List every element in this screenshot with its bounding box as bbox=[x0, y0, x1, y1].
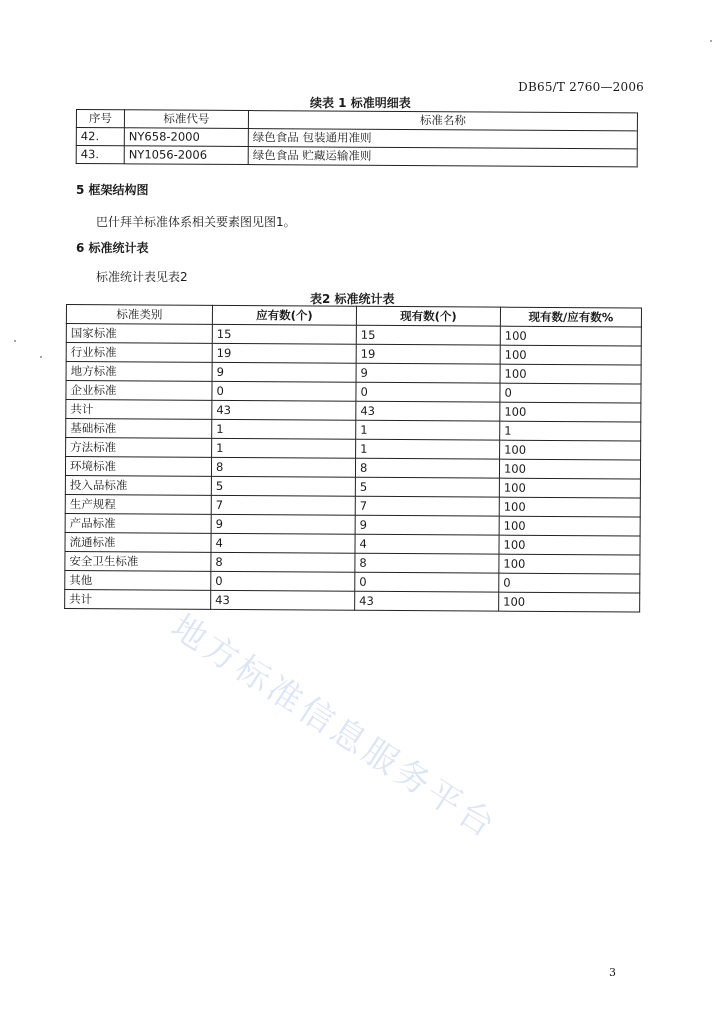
cell-ratio: 100 bbox=[499, 497, 640, 517]
section-6-heading: 6 标准统计表 bbox=[76, 241, 149, 255]
page-number: 3 bbox=[609, 966, 616, 979]
cell-ratio: 100 bbox=[500, 345, 641, 365]
cell-required: 9 bbox=[211, 514, 355, 534]
cell-required: 5 bbox=[211, 476, 355, 496]
cell-category: 地方标准 bbox=[66, 362, 212, 382]
cell-category: 国家标准 bbox=[66, 324, 212, 344]
cell-required: 4 bbox=[211, 533, 355, 553]
cell-ratio: 100 bbox=[499, 535, 640, 555]
cell-ratio: 100 bbox=[500, 326, 641, 346]
cell-required: 8 bbox=[211, 552, 355, 572]
cell-category: 投入品标准 bbox=[65, 475, 211, 495]
cell-required: 43 bbox=[212, 400, 356, 420]
cell-category: 共计 bbox=[65, 589, 211, 609]
cell-ratio: 100 bbox=[499, 516, 640, 536]
header-code: 标准代号 bbox=[124, 110, 248, 129]
section-5-text: 巴什拜羊标准体系相关要素图见图1。 bbox=[96, 215, 296, 229]
cell-required: 0 bbox=[211, 571, 355, 591]
cell-category: 环境标准 bbox=[65, 457, 211, 477]
cell-category: 行业标准 bbox=[66, 343, 212, 363]
cell-ratio: 100 bbox=[499, 459, 640, 479]
table-row bbox=[65, 589, 640, 612]
cell-code: NY658-2000 bbox=[124, 128, 248, 147]
header-required: 应有数(个) bbox=[212, 305, 356, 325]
cell-seq: 42. bbox=[76, 128, 124, 146]
cell-ratio: 1 bbox=[500, 421, 641, 441]
cell-category: 基础标准 bbox=[66, 419, 212, 439]
scan-speck bbox=[40, 356, 42, 358]
cell-existing: 9 bbox=[355, 515, 499, 535]
cell-category: 产品标准 bbox=[65, 513, 211, 533]
cell-required: 19 bbox=[212, 343, 356, 363]
header-ratio: 现有数/应有数% bbox=[500, 307, 641, 327]
cell-ratio: 100 bbox=[500, 402, 641, 422]
scan-speck bbox=[710, 40, 712, 42]
cell-required: 0 bbox=[212, 381, 356, 401]
cell-category: 共计 bbox=[66, 400, 212, 420]
table-row bbox=[76, 146, 637, 167]
cell-name: 绿色食品 贮藏运输准则 bbox=[248, 147, 637, 167]
cell-required: 1 bbox=[212, 438, 356, 458]
cell-category: 方法标准 bbox=[66, 438, 212, 458]
cell-ratio: 0 bbox=[500, 383, 641, 403]
cell-category: 流通标准 bbox=[65, 532, 211, 552]
cell-required: 8 bbox=[211, 457, 355, 477]
cell-existing: 1 bbox=[356, 420, 500, 440]
cell-existing: 8 bbox=[355, 458, 499, 478]
cell-existing: 7 bbox=[355, 496, 499, 516]
cell-existing: 15 bbox=[356, 325, 500, 345]
watermark: 地方标准信息服务平台 bbox=[163, 606, 505, 848]
cell-existing: 0 bbox=[356, 382, 500, 402]
cell-existing: 43 bbox=[355, 591, 499, 611]
cell-required: 9 bbox=[212, 362, 356, 382]
cell-seq: 43. bbox=[76, 146, 124, 164]
cell-existing: 0 bbox=[355, 572, 499, 592]
cell-code: NY1056-2006 bbox=[124, 146, 248, 165]
cell-existing: 43 bbox=[356, 401, 500, 421]
header-name: 标准名称 bbox=[248, 111, 637, 131]
cell-ratio: 100 bbox=[500, 440, 641, 460]
cell-category: 生产规程 bbox=[65, 494, 211, 514]
standards-statistics-table bbox=[64, 304, 642, 613]
cell-required: 1 bbox=[212, 419, 356, 439]
cell-required: 15 bbox=[212, 324, 356, 344]
cell-ratio: 100 bbox=[499, 592, 640, 612]
cell-existing: 5 bbox=[355, 477, 499, 497]
header-seq: 序号 bbox=[76, 110, 124, 128]
cell-existing: 9 bbox=[356, 363, 500, 383]
header-category: 标准类别 bbox=[66, 305, 212, 325]
section-5-heading: 5 框架结构图 bbox=[76, 183, 149, 197]
cell-name: 绿色食品 包装通用准则 bbox=[248, 129, 637, 149]
scan-speck bbox=[14, 340, 16, 342]
cell-ratio: 100 bbox=[499, 554, 640, 574]
table2-caption: 表2 标准统计表 bbox=[310, 292, 395, 306]
table2-body bbox=[65, 324, 642, 613]
cell-required: 7 bbox=[211, 495, 355, 515]
table1-caption: 续表 1 标准明细表 bbox=[310, 96, 411, 110]
cell-existing: 1 bbox=[356, 439, 500, 459]
header-existing: 现有数(个) bbox=[356, 306, 500, 326]
cell-ratio: 100 bbox=[499, 478, 640, 498]
cell-category: 企业标准 bbox=[66, 381, 212, 401]
standards-detail-table bbox=[76, 109, 638, 167]
section-6-text: 标准统计表见表2 bbox=[96, 270, 188, 284]
document-code: DB65/T 2760—2006 bbox=[518, 80, 644, 94]
cell-category: 其他 bbox=[65, 570, 211, 590]
cell-existing: 4 bbox=[355, 534, 499, 554]
cell-required: 43 bbox=[211, 590, 355, 610]
cell-category: 安全卫生标准 bbox=[65, 551, 211, 571]
cell-existing: 19 bbox=[356, 344, 500, 364]
cell-ratio: 100 bbox=[500, 364, 641, 384]
cell-existing: 8 bbox=[355, 553, 499, 573]
cell-ratio: 0 bbox=[499, 573, 640, 593]
